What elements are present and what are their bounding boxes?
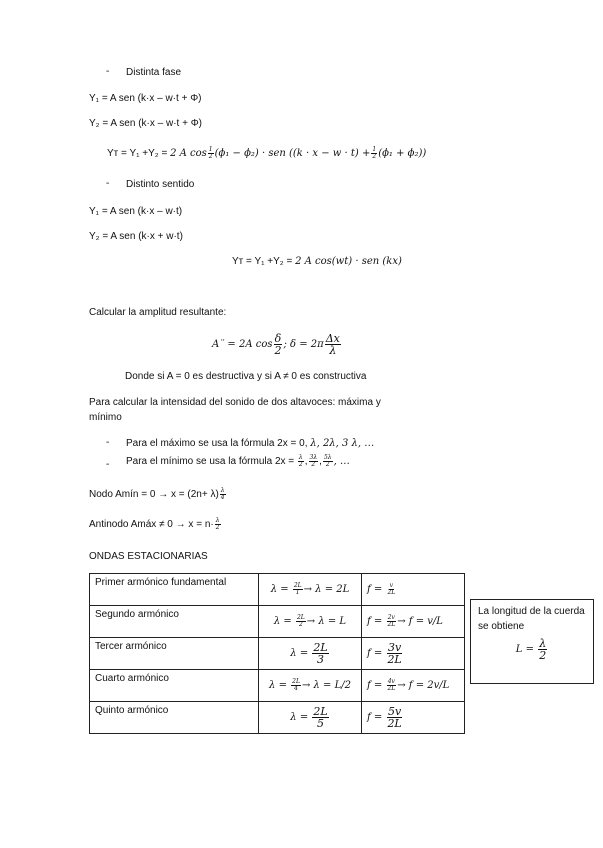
equation-y2-sentido: Y₂ = A sen (k·x + w·t) [89,231,183,242]
intensidad-title-line1: Para calcular la intensidad del sonido de dos altavoces: máxima y [89,397,381,408]
equation-yt-fase [107,146,426,162]
lambda-cell: λ = $\frac{2L}{5}$ [259,702,362,734]
harmonic-name: Quinto armónico [90,702,259,734]
bullet-dash: - [106,437,110,448]
table-row [90,606,465,638]
frequency-cell: f = $\frac{2v}{2L}$ → f = v/L [362,606,465,638]
amplitud-title: Calcular la amplitud resultante: [89,307,227,318]
amplitud-formula-a: A¨ = 2A cos [212,339,273,351]
length-note-text: La longitud de la cuerda se obtiene [478,606,585,632]
yt-formula: 2 A cos(wt) · sen (kx) [295,256,402,267]
yt-formula-c: (ϕ₁ + ϕ₂)) [378,148,427,159]
table-row [90,638,465,670]
equation-yt-sentido [232,254,402,270]
table-row [90,574,465,606]
harmonics-table [89,573,465,734]
equation-y2-fase: Y₂ = A sen (k·x – w·t + Φ) [89,118,203,129]
amplitud-formula [212,333,342,356]
lambda-cell: λ = $\frac{2L}{1}$ → λ = 2L [259,574,362,606]
table-row [90,670,465,702]
length-note-box [470,599,594,684]
fraction-half: $\frac{1}{2}$ [208,145,213,160]
bullet-distinta-fase: Distinta fase [126,67,182,78]
bullet-dash: - [106,459,110,470]
antinodo-line: Antinodo Amáx ≠ 0 → x = n· $\frac{\lambda}{2}$ [89,517,220,531]
fraction-half-2: $\frac{1}{2}$ [372,145,377,160]
bullet-distinto-sentido: Distinto sentido [126,179,195,190]
nodo-line: Nodo Amín = 0 → x = (2n+ λ) $\frac{\lambda}{4}$ [89,487,225,501]
equation-y1-fase: Y₁ = A sen (k·x – w·t + Φ) [89,93,202,104]
bullet-minimo: Para el mínimo se usa la fórmula 2x = $\frac{\lambda}{2}$ , $\frac{3\lambda}{2}$ , $\frac{5\lambda}{2}$ , … [126,454,350,468]
harmonic-name: Primer armónico fundamental [90,574,259,606]
yt-formula-b: (ϕ₁ − ϕ₂) · sen ((k · x − w · t) + [214,148,371,159]
harmonic-name: Tercer armónico [90,638,259,670]
lambda-cell: λ = $\frac{2L}{2}$ → λ = L [259,606,362,638]
lambda-cell: λ = $\frac{2L}{3}$ [259,638,362,670]
frequency-cell: f = $\frac{4v}{2L}$ → f = 2v/L [362,670,465,702]
yt-prefix: Yᴛ = Y₁ +Y₂ = [232,256,296,267]
bullet-dash: - [106,178,110,189]
fraction-delta-2: $\frac{\delta}{2}$ [274,332,282,357]
amplitud-formula-b: ; δ = 2π [283,339,324,351]
frequency-cell: f = $\frac{3v}{2L}$ [362,638,465,670]
yt-prefix: Yᴛ = Y₁ +Y₂ = [107,148,171,159]
frequency-cell: f = $\frac{v}{2L}$ [362,574,465,606]
length-formula: L = $\frac{\lambda}{2}$ [515,637,547,662]
table-row [90,702,465,734]
harmonic-name: Segundo armónico [90,606,259,638]
equation-y1-sentido: Y₁ = A sen (k·x – w·t) [89,206,183,217]
lambda-cell: λ = $\frac{2L}{4}$ → λ = L/2 [259,670,362,702]
fraction-dx-lambda: $\frac{\Delta x}{\lambda}$ [325,332,340,357]
harmonic-name: Cuarto armónico [90,670,259,702]
amplitud-note: Donde si A = 0 es destructiva y si A ≠ 0 es constructiva [125,371,367,382]
yt-formula-a: 2 A cos [170,148,207,159]
intensidad-title-line2: mínimo [89,412,122,423]
ondas-title: ONDAS ESTACIONARIAS [89,551,208,562]
bullet-maximo: Para el máximo se usa la fórmula 2x = 0, λ, 2λ, 3 λ, … [126,438,375,449]
frequency-cell: f = $\frac{5v}{2L}$ [362,702,465,734]
bullet-dash: - [106,66,110,77]
